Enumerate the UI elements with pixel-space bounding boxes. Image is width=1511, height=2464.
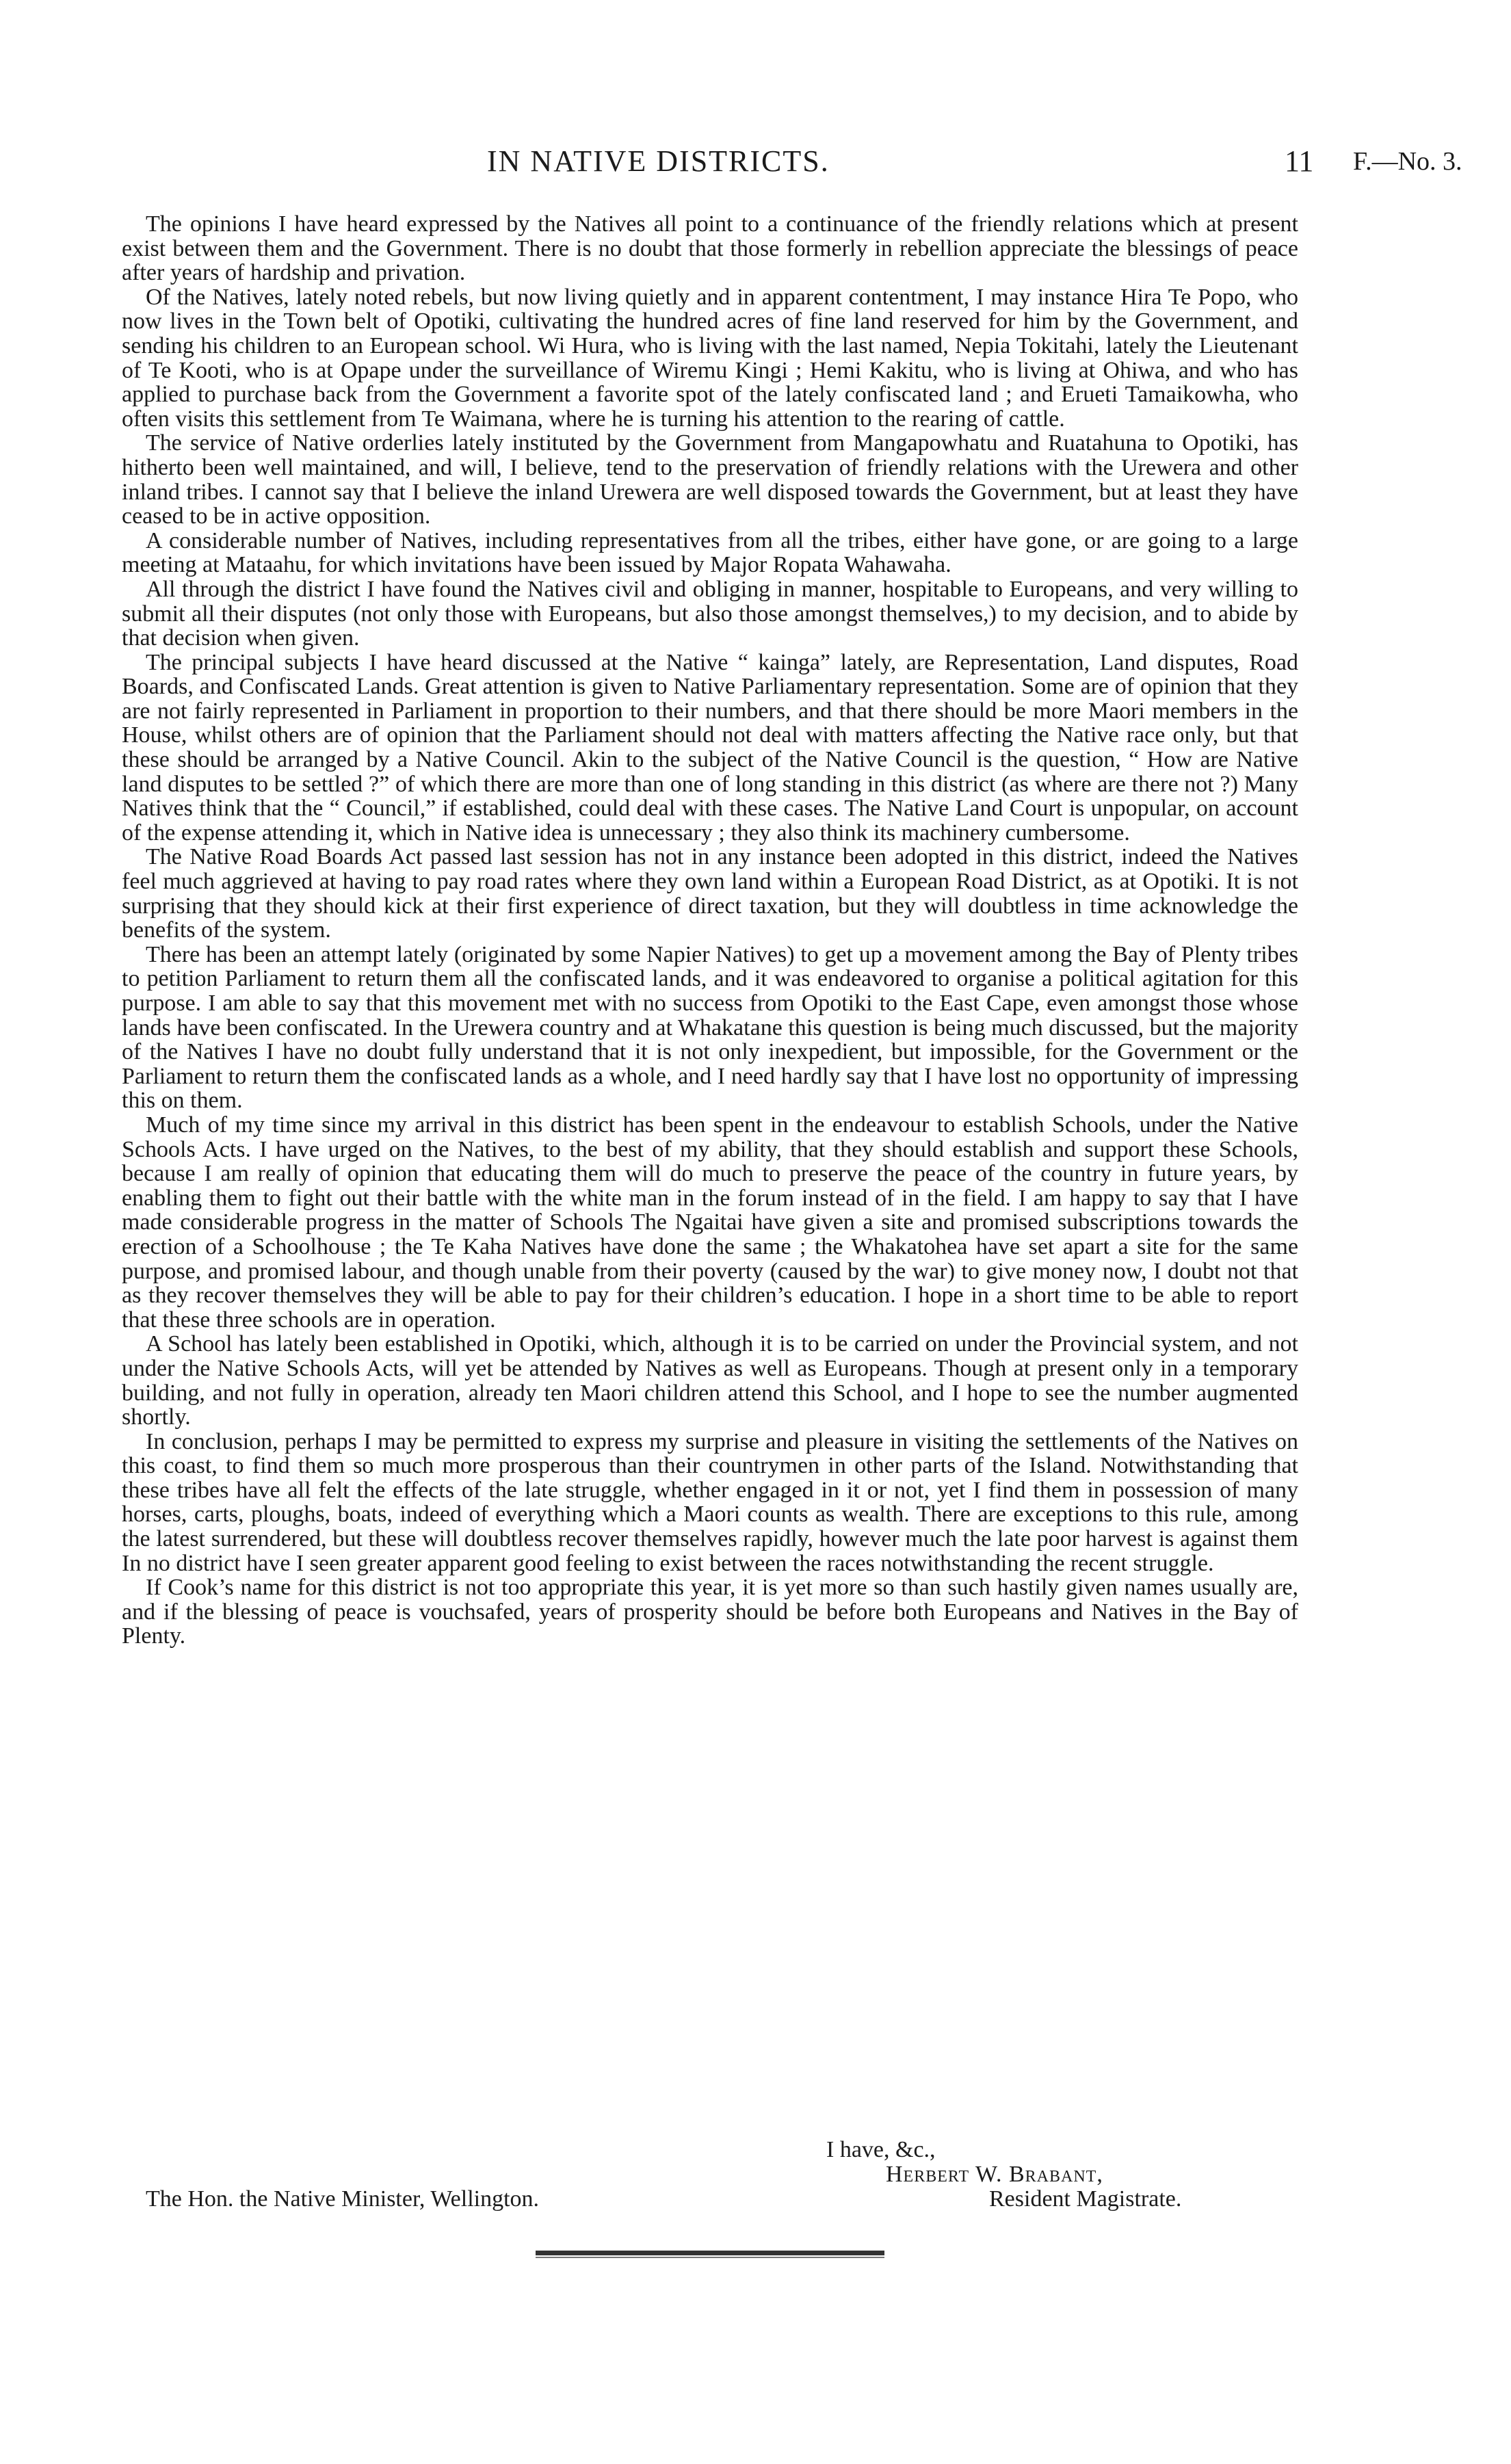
paragraph: A considerable number of Natives, including representatives from all the tribes, either have gone, or are going to a large meeting at Mataahu, for which invitations have been issued by Major Ropata Wahawaha. [122, 527, 1298, 578]
paragraph: In conclusion, perhaps I may be permitted to express my surprise and pleasure in visiting the settlements of the Natives on this coast, to find them so much more prosperous than their countrymen in other parts of the Island. Notwithstanding that these tribes have all felt the effects of the late struggle, whether engaged in it or not, yet I find them in possession of many horses, carts, ploughs, boats, indeed of everything which a Maori counts as wealth. There are exceptions to this rule, among the latest surrendered, but these will doubtless recover themselves rapidly, however much the late poor harvest is against them In no district have I seen greater apparent good feeling to exist between the races notwithstanding the recent struggle. [122, 1428, 1298, 1576]
paragraph: If Cook’s name for this district is not too appropriate this year, it is yet more so than such hastily given names usually are, and if the blessing of peace is vouchsafed, years of prosperity should be before both Europeans and Natives in the Bay of Plenty. [122, 1575, 1298, 1649]
document-reference: F.—No. 3. [1353, 147, 1462, 176]
letter-closing [122, 2138, 1298, 2227]
paragraph: A School has lately been established in Opotiki, which, although it is to be carried on under the Provincial system, and not under the Native Schools Acts, will yet be attended by Natives as well as Europeans. Though at present only in a temporary building, and not fully in operation, already ten Maori children attend this School, and I hope to see the number augmented shortly. [122, 1331, 1298, 1430]
paragraph: There has been an attempt lately (originated by some Napier Natives) to get up a movement among the Bay of Plenty tribes to petition Parliament to return them all the confiscated lands, and it was endeavored to organise a political agitation for this purpose. I am able to say that this movement met with no success from Opotiki to the East Cape, even amongst those whose lands have been confiscated. In the Urewera country and at Whakatane this question is being much discussed, but the majority of the Natives I have no doubt fully understand that it is not only inexpedient, but impossible, for the Government or the Parliament to return them the confiscated lands as a whole, and I need hardly say that I have lost no opportunity of impressing this on them. [122, 941, 1298, 1114]
page-number: 11 [1285, 144, 1314, 178]
salutation: I have, &c., [826, 2137, 936, 2162]
paragraph: All through the district I have found the Natives civil and obliging in manner, hospitable to Europeans, and very willing to submit all their disputes (not only those with Europeans, but also those amongst themselves,) to my decision, and to abide by that decision when given. [122, 576, 1298, 651]
page-header [0, 144, 1511, 185]
paragraph: Of the Natives, lately noted rebels, but now living quietly and in apparent contentment, I may instance Hira Te Popo, who now lives in the Town belt of Opotiki, cultivating the hundred acres of fine land reserved for him by the Government, and sending his children to an European school. Wi Hura, who is living with the last named, Nepia Tokitahi, lately the Lieutenant of Te Kooti, who is at Opape under the surveillance of Wiremu Kingi ; Hemi Kakitu, who is living at Ohiwa, and who has applied to purchase back from the Government a favorite spot of the lately confiscated land ; and Erueti Tamaikowha, who often visits this settlement from Te Waimana, where he is turning his attention to the rearing of cattle. [122, 284, 1298, 432]
end-rule [536, 2251, 884, 2255]
end-rule-thin [536, 2257, 884, 2258]
signature-name: Herbert W. Brabant, [886, 2162, 1103, 2187]
addressee: The Hon. the Native Minister, Wellington. [146, 2186, 540, 2212]
paragraph: The service of Native orderlies lately instituted by the Government from Mangapowhatu and Ruatahuna to Opotiki, has hitherto been well maintained, and will, I believe, tend to the preservation of friendly relations with the Urewera and other inland tribes. I cannot say that I believe the inland Urewera are well disposed towards the Government, but at least they have ceased to be in active opposition. [122, 430, 1298, 529]
letter-body [122, 212, 1298, 1649]
paragraph: The Native Road Boards Act passed last session has not in any instance been adopted in this district, indeed the Natives feel much aggrieved at having to pay road rates where they own land within a European Road District, as at Opotiki. It is not surprising that they should kick at their first experience of direct taxation, but they will doubtless in time acknowledge the benefits of the system. [122, 844, 1298, 943]
paragraph: Much of my time since my arrival in this district has been spent in the endeavour to establish Schools, under the Native Schools Acts. I have urged on the Natives, to the best of my ability, that they should establish and support these Schools, because I am really of opinion that educating them will do much to preserve the peace of the country in future years, by enabling them to fight out their battle with the white man in the forum instead of in the field. I am happy to say that I have made considerable progress in the matter of Schools The Ngaitai have given a site and promised subscriptions towards the erection of a Schoolhouse ; the Te Kaha Natives have done the same ; the Whakatohea have set apart a site for the same purpose, and promised labour, and though unable from their poverty (caused by the war) to give money now, I doubt not that as they recover themselves they will be able to pay for their children’s education. I hope in a short time to be able to report that these three schools are in operation. [122, 1112, 1298, 1333]
paragraph: The principal subjects I have heard discussed at the Native “ kainga” lately, are Representation, Land disputes, Road Boards, and Confiscated Lands. Great attention is given to Native Parliamentary representation. Some are of opinion that they are not fairly represented in Parliament in proportion to their numbers, and that there should be more Maori members in the House, whilst others are of opinion that the Parliament should not deal with matters affecting the Native race only, but that these should be arranged by a Native Council. Akin to the subject of the Native Council is the question, “ How are Native land disputes to be settled ?” of which there are more than one of long standing in this district (as where are there not ?) Many Natives think that the “ Council,” if established, could deal with these cases. The Native Land Court is unpopular, on account of the expense attending it, which in Native idea is unnecessary ; they also think its machinery cumbersome. [122, 649, 1298, 846]
signatory-title: Resident Magistrate. [989, 2186, 1182, 2212]
paragraph: The opinions I have heard expressed by the Natives all point to a continuance of the friendly relations which at present exist between them and the Government. There is no doubt that those formerly in rebellion appreciate the blessings of peace after years of hardship and privation. [122, 211, 1298, 286]
page-title: IN NATIVE DISTRICTS. [487, 144, 830, 178]
